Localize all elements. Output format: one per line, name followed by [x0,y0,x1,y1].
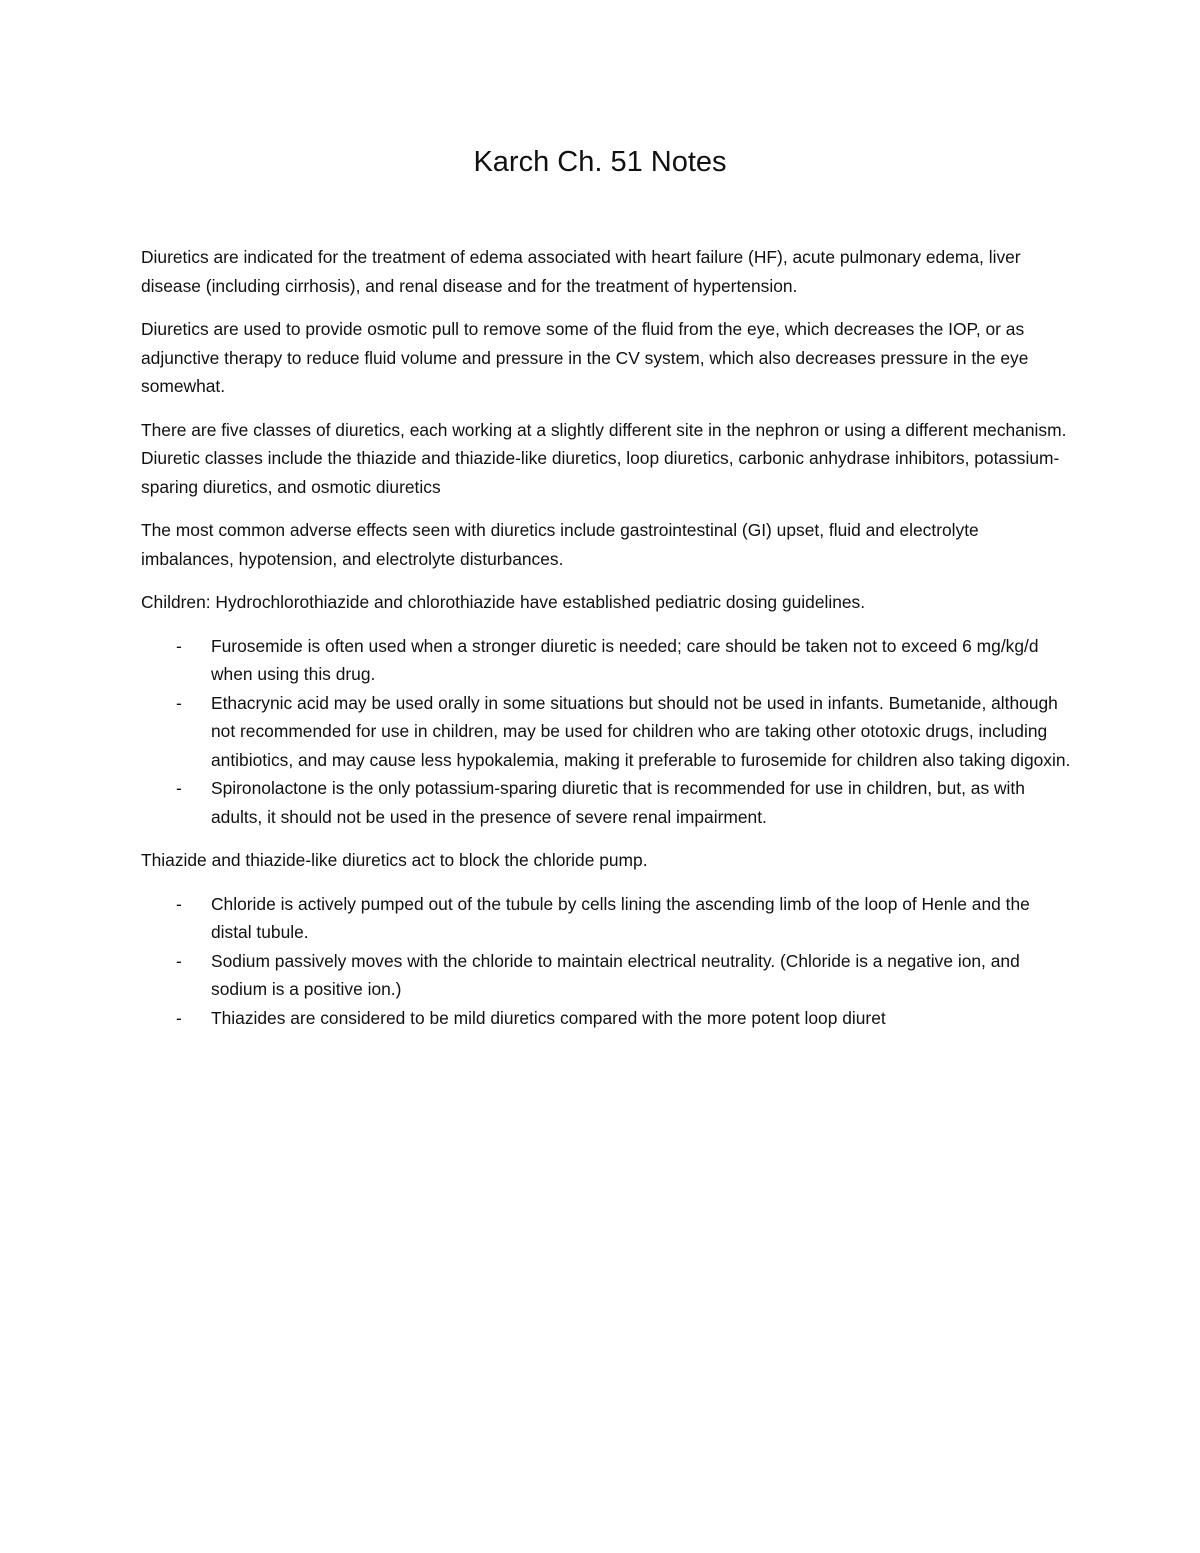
list-item [141,890,1071,947]
bullet-text: Chloride is actively pumped out of the tubule by cells lining the ascending limb of the loop of Henle and the distal tubule. [211,893,1030,942]
document-body [141,243,1071,1047]
paragraph-indications: Diuretics are indicated for the treatment of edema associated with heart failure (HF), acute pulmonary edema, liver disease (including cirrhosis), and renal disease and for the treatment of hypertension. [141,247,1021,296]
children-bullet-list [141,632,1071,832]
paragraph-children: Children: Hydrochlorothiazide and chlorothiazide have established pediatric dosing guidelines. [141,592,866,612]
bullet-text: Ethacrynic acid may be used orally in some situations but should not be used in infants. Bumetanide, although not recommended for use in children, may be used for children who are taking other ototoxic drugs, including antibiotics, and may cause less hypokalemia, making it preferable to furosemide for children also taking digoxin. [211,692,1071,770]
list-item [141,774,1071,831]
thiazide-bullet-list [141,890,1071,1033]
bullet-dash: - [176,1007,182,1028]
bullet-dash: - [176,635,182,656]
paragraph-classes: There are five classes of diuretics, each working at a slightly different site in the nephron or using a different mechanism. Diuretic classes include the thiazide and thiazide-like diuretics, loop diuretics, carbonic anhydrase inhibitors, potassium-sparing diuretics, and osmotic diuretics [141,419,1067,497]
bullet-dash: - [176,692,182,713]
bullet-text: Furosemide is often used when a stronger diuretic is needed; care should be taken not to exceed 6 mg/kg/d when using this drug. [211,635,1039,684]
bullet-dash: - [176,778,182,798]
bullet-dash: - [176,893,182,914]
bullet-dash: - [176,950,182,971]
paragraph-thiazide: Thiazide and thiazide-like diuretics act to block the chloride pump. [141,850,648,870]
bullet-text: Spironolactone is the only potassium-sparing diuretic that is recommended for use in children, but, as with adults, it should not be used in the presence of severe renal impairment. [211,778,1025,827]
list-item [141,947,1071,1004]
list-item [141,689,1071,775]
list-item [141,1004,1071,1033]
list-item [141,632,1071,689]
document-title: Karch Ch. 51 Notes [473,146,727,178]
paragraph-eye-use: Diuretics are used to provide osmotic pull to remove some of the fluid from the eye, which decreases the IOP, or as adjunctive therapy to reduce fluid volume and pressure in the CV system, which also decreases pressure in the eye somewhat. [141,319,1029,396]
bullet-text: Thiazides are considered to be mild diuretics compared with the more potent loop diuret [211,1007,886,1028]
bullet-text: Sodium passively moves with the chloride to maintain electrical neutrality. (Chloride is a negative ion, and sodium is a positive ion.) [211,950,1020,999]
paragraph-adverse-effects: The most common adverse effects seen with diuretics include gastrointestinal (GI) upset, fluid and electrolyte imbalances, hypotension, and electrolyte disturbances. [141,520,979,569]
